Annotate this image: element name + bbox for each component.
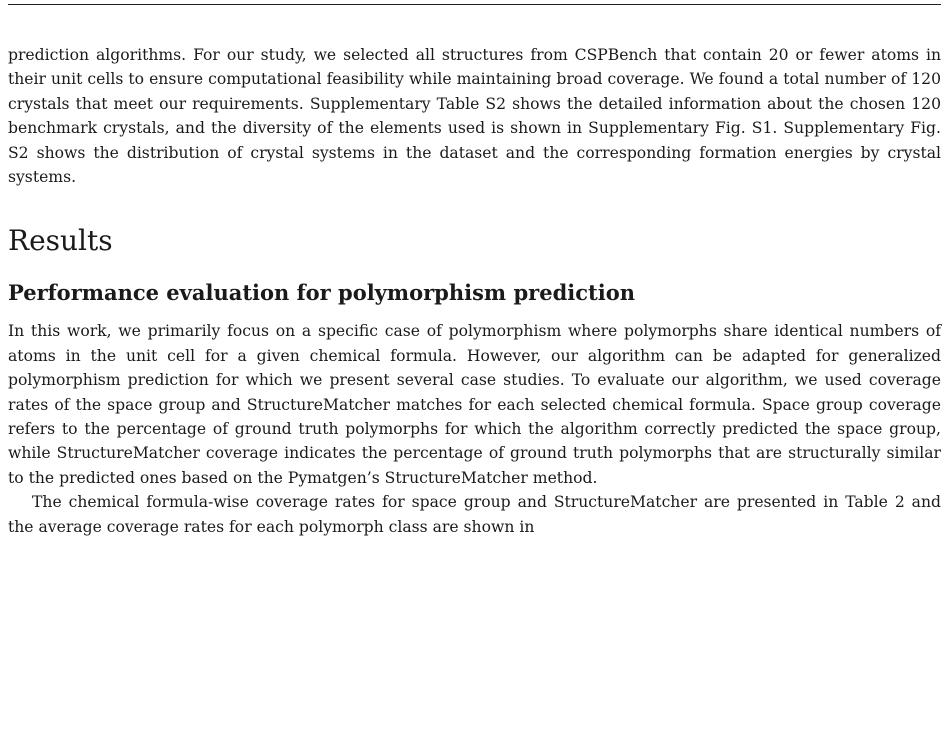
section-title: Results [8, 224, 113, 258]
body-paragraph-1: In this work, we primarily focus on a specific case of polymorphism where polymorphs share identical numbers of atoms in the unit cell for a given chemical formula. However, our algorithm can be adapted for generalized polymorphism prediction for which we present several case studies. To evaluate our algorithm, we used coverage rates of the space group and StructureMatcher matches for each selected chemical formula. Space group coverage refers to the percentage of ground truth polymorphs for which the algorithm correctly predicted the space group, while StructureMatcher coverage indicates the percentage of ground truth polymorphs that are structurally similar to the predicted ones based on the Pymatgen’s StructureMatcher method. [8, 322, 941, 487]
page-body [8, 43, 941, 539]
subsection-title: Performance evaluation for polymorphism prediction [8, 280, 635, 306]
intro-paragraph: prediction algorithms. For our study, we selected all structures from CSPBench that contain 20 or fewer atoms in their unit cells to ensure computational feasibility while maintaining broad coverage. We found a total number of 120 crystals that meet our requirements. Supplementary Table S2 shows the detailed information about the chosen 120 benchmark crystals, and the diversity of the elements used is shown in Supplementary Fig. S1. Supplementary Fig. S2 shows the distribution of crystal systems in the dataset and the corresponding formation energies by crystal systems. [8, 46, 941, 187]
header-rule [8, 4, 941, 5]
body-paragraph-2: The chemical formula-wise coverage rates for space group and StructureMatcher are presented in Table 2 and the average coverage rates for each polymorph class are shown in [8, 493, 941, 536]
